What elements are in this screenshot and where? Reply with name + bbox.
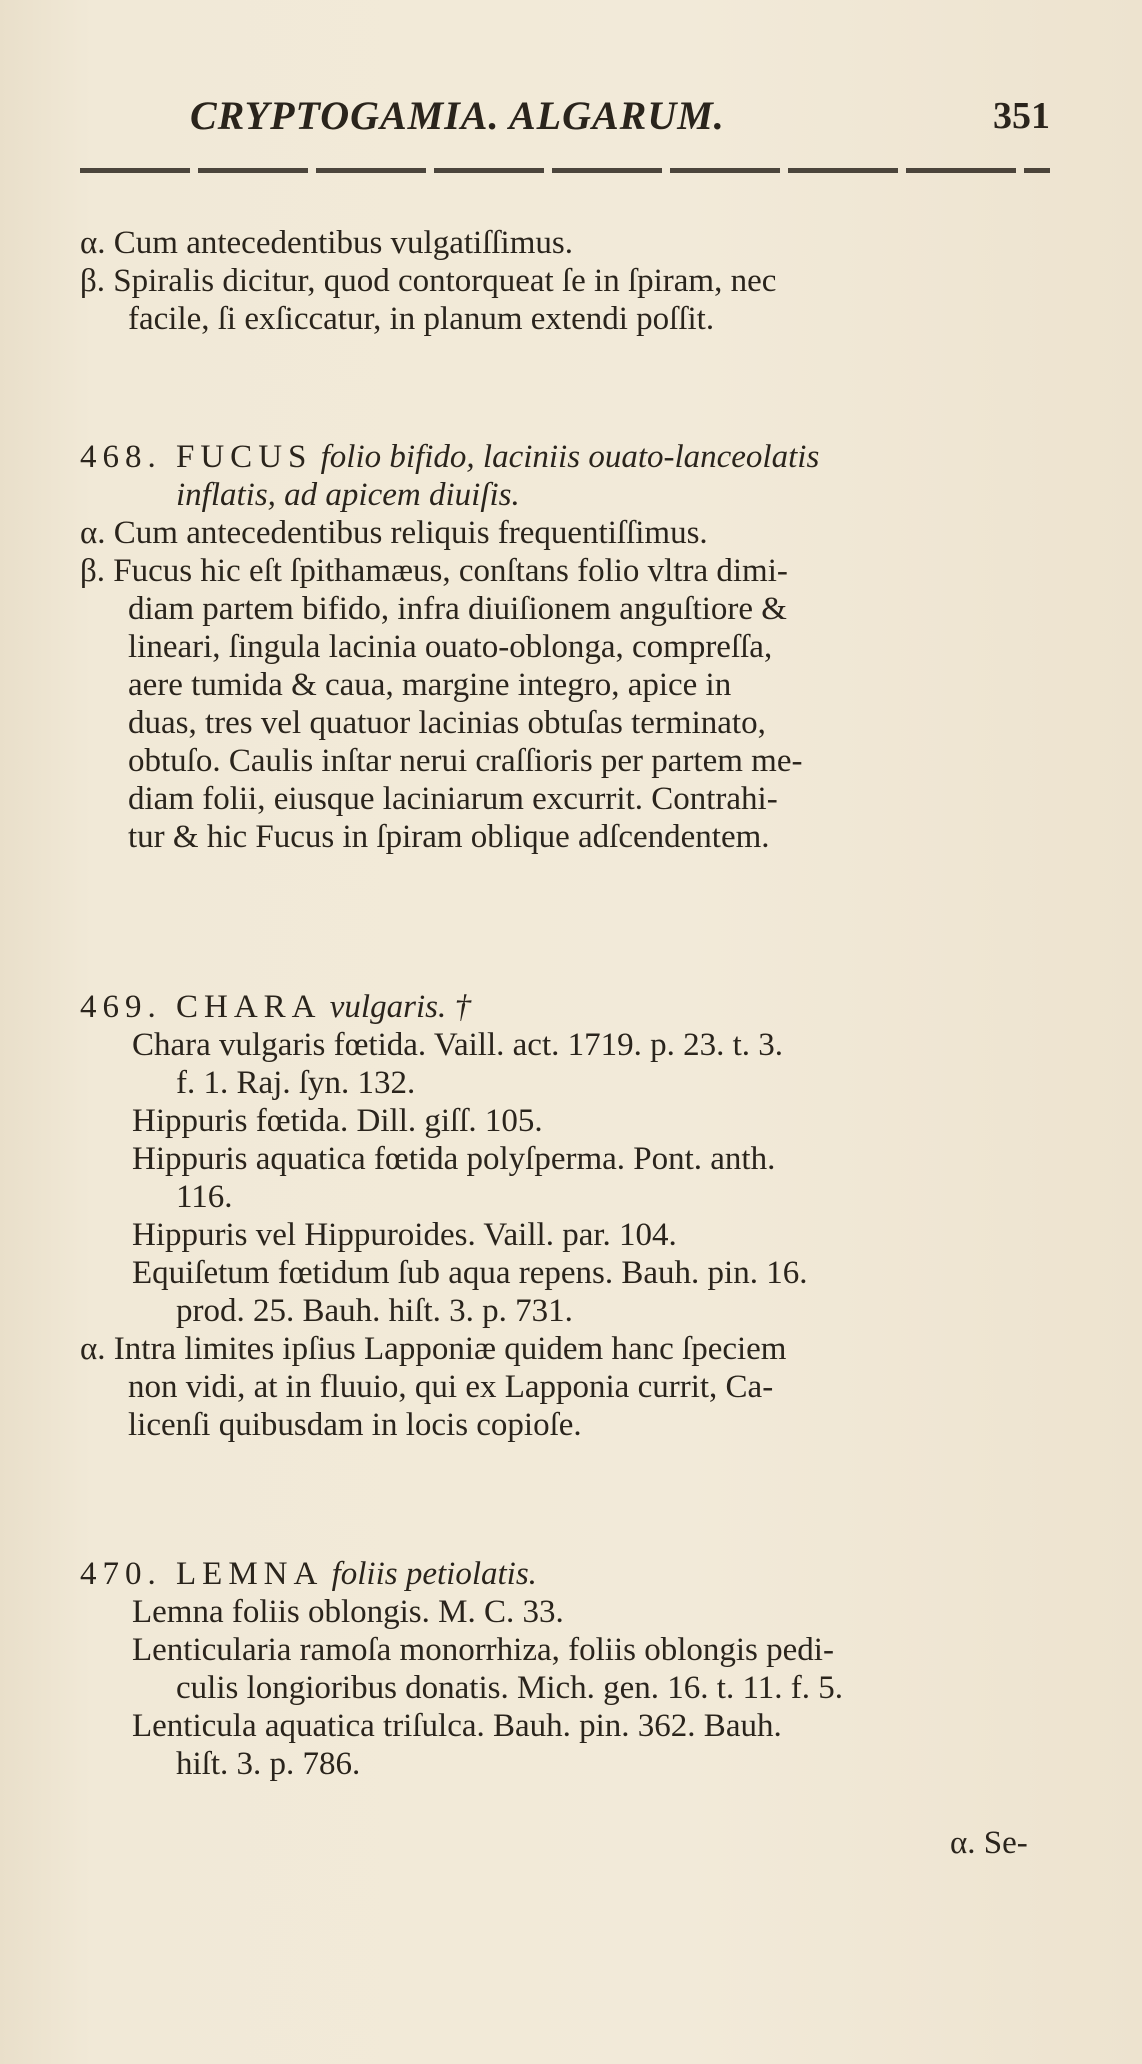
entry-470 (80, 1555, 1080, 1783)
text-line: α. Cum antecedentibus reliquis frequentiſſimus. (80, 515, 708, 551)
synonym-line: Hippuris fœtida. Dill. giſſ. 105. (132, 1103, 543, 1139)
entry-heading (80, 438, 1080, 476)
text-line: diam partem bifido, infra diuiſionem anguſtiore & (128, 591, 787, 627)
synonym-line: prod. 25. Bauh. hiſt. 3. p. 731. (176, 1293, 573, 1329)
text-line: β. Spiralis dicitur, quod contorqueat ſe in ſpiram, nec (80, 263, 777, 299)
synonym-line: f. 1. Raj. ſyn. 132. (176, 1065, 416, 1101)
entry-469 (80, 988, 1080, 1444)
synonym-line: Lenticula aquatica triſulca. Bauh. pin. 362. Bauh. (132, 1708, 782, 1744)
synonym-line: culis longioribus donatis. Mich. gen. 16. t. 11. f. 5. (176, 1670, 843, 1706)
text-line: α. Intra limites ipſius Lapponiæ quidem hanc ſpeciem (80, 1331, 787, 1367)
entry-heading (80, 1555, 1080, 1593)
text-line: α. Cum antecedentibus vulgatiſſimus. (80, 225, 573, 261)
text-line: β. Fucus hic eſt ſpithamæus, conſtans folio vltra dimi- (80, 553, 788, 589)
text-line: lineari, ſingula lacinia ouato-oblonga, compreſſa, (128, 629, 773, 665)
entry-diagnosis: foliis petiolatis. (331, 1556, 537, 1592)
page-number: 351 (993, 95, 1050, 137)
entry-number-genus: 468. FUCUS (80, 439, 313, 475)
synonym-line: hiſt. 3. p. 786. (176, 1746, 361, 1782)
text-line: duas, tres vel quatuor lacinias obtuſas terminato, (128, 705, 766, 741)
entry-diagnosis: folio bifido, laciniis ouato-lanceolatis (320, 439, 820, 475)
entry-diagnosis-cont: inflatis, ad apicem diuiſis. (176, 477, 520, 513)
text-line: diam folii, eiusque laciniarum excurrit. Contrahi- (128, 781, 778, 817)
running-header (190, 92, 1050, 152)
running-title: CRYPTOGAMIA. ALGARUM. (190, 93, 725, 138)
entry-diagnosis: vulgaris. † (329, 989, 471, 1025)
text-line: licenſi quibusdam in locis copioſe. (128, 1407, 582, 1443)
text-line: obtuſo. Caulis inſtar nerui craſſioris per partem me- (128, 743, 803, 779)
synonym-line: Lenticularia ramoſa monorrhiza, foliis oblongis pedi- (132, 1632, 834, 1668)
catchword: α. Se- (950, 1825, 1028, 1861)
varieties-block (80, 224, 1080, 338)
synonym-line: Equiſetum fœtidum ſub aqua repens. Bauh. pin. 16. (132, 1255, 808, 1291)
synonym-line: Hippuris vel Hippuroides. Vaill. par. 104. (132, 1217, 677, 1253)
synonym-line: Hippuris aquatica fœtida polyſperma. Pont. anth. (132, 1141, 776, 1177)
text-line: aere tumida & caua, margine integro, apice in (128, 667, 732, 703)
entry-number-genus: 469. CHARA (80, 989, 322, 1025)
text-line: facile, ſi exſiccatur, in planum extendi poſſit. (128, 301, 715, 337)
entry-468 (80, 438, 1080, 856)
text-line: tur & hic Fucus in ſpiram oblique adſcendentem. (128, 819, 770, 855)
synonym-line: Lemna foliis oblongis. M. C. 33. (132, 1594, 564, 1630)
entry-heading (80, 988, 1080, 1026)
synonym-line: Chara vulgaris fœtida. Vaill. act. 1719. p. 23. t. 3. (132, 1027, 784, 1063)
synonym-line: 116. (176, 1179, 233, 1215)
text-line: non vidi, at in fluuio, qui ex Lapponia currit, Ca- (128, 1369, 774, 1405)
header-rule (80, 168, 1050, 173)
entry-number-genus: 470. LEMNA (80, 1556, 324, 1592)
